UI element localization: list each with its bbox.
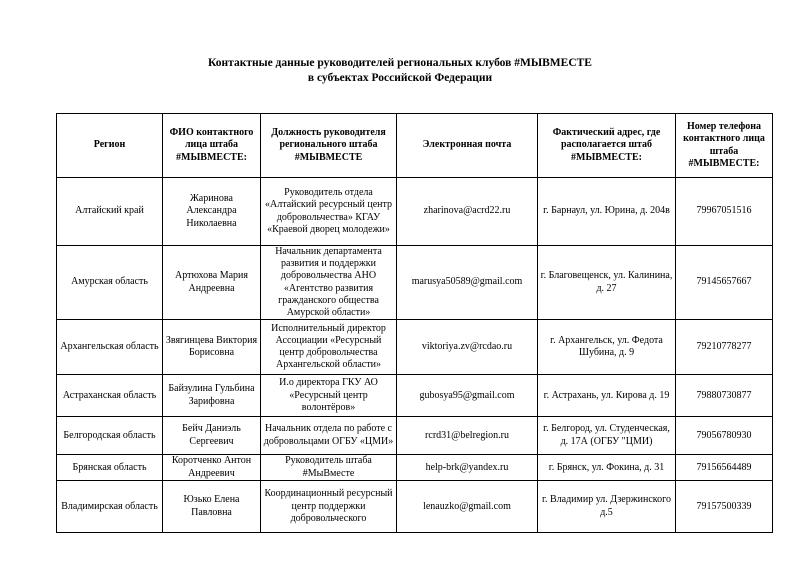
cell-position: Руководитель отдела «Алтайский ресурсный центр добровольчества» КГАУ «Краевой дворец молодежи»	[261, 178, 397, 246]
header-cell-email: Электронная почта	[397, 114, 538, 178]
header-cell-position: Должность руководителя регионального штаба #МЫВМЕСТЕ	[261, 114, 397, 178]
cell-position: И.о директора ГКУ АО «Ресурсный центр волонтёров»	[261, 375, 397, 417]
table-row	[57, 481, 773, 533]
cell-region: Брянская область	[57, 455, 163, 481]
cell-name: Бейч Даниэль Сергеевич	[163, 417, 261, 455]
cell-email: zharinova@acrd22.ru	[397, 178, 538, 246]
cell-position: Руководитель штаба #МыВместе	[261, 455, 397, 481]
cell-position: Начальник департамента развития и поддержки добровольчества АНО «Агентство развития гражданского общества Амурской области»	[261, 246, 397, 320]
page-title	[0, 56, 800, 86]
cell-address: г. Благовещенск, ул. Калинина, д. 27	[538, 246, 676, 320]
header-cell-region: Регион	[57, 114, 163, 178]
header-cell-phone: Номер телефона контактного лица штаба #МЫВМЕСТЕ:	[676, 114, 773, 178]
cell-address: г. Барнаул, ул. Юрина, д. 204в	[538, 178, 676, 246]
cell-address: г. Архангельск, ул. Федота Шубина, д. 9	[538, 320, 676, 375]
cell-phone: 79880730877	[676, 375, 773, 417]
contacts-table	[56, 113, 773, 533]
cell-region: Белгородская область	[57, 417, 163, 455]
cell-email: gubosya95@gmail.com	[397, 375, 538, 417]
cell-name: Звягинцева Виктория Борисовна	[163, 320, 261, 375]
header-cell-address: Фактический адрес, где располагается штаб #МЫВМЕСТЕ:	[538, 114, 676, 178]
cell-phone: 79145657667	[676, 246, 773, 320]
cell-email: viktoriya.zv@rcdao.ru	[397, 320, 538, 375]
cell-email: rcrd31@belregion.ru	[397, 417, 538, 455]
cell-region: Архангельская область	[57, 320, 163, 375]
cell-region: Астраханская область	[57, 375, 163, 417]
cell-phone: 79210778277	[676, 320, 773, 375]
cell-phone: 79157500339	[676, 481, 773, 533]
cell-name: Артюхова Мария Андреевна	[163, 246, 261, 320]
cell-name: Жаринова Александра Николаевна	[163, 178, 261, 246]
cell-phone: 79967051516	[676, 178, 773, 246]
cell-name: Юзько Елена Павловна	[163, 481, 261, 533]
cell-email: help-brk@yandex.ru	[397, 455, 538, 481]
page-title-line2: в субъектах Российской Федерации	[307, 71, 493, 84]
cell-name: Байзулина Гульбина Зарифовна	[163, 375, 261, 417]
page-title-line1: Контактные данные руководителей региональных клубов #МЫВМЕСТЕ	[208, 57, 592, 69]
cell-position: Координационный ресурсный центр поддержки добровольческого	[261, 481, 397, 533]
table-row	[57, 375, 773, 417]
cell-address: г. Белгород, ул. Студенческая, д. 17А (ОГБУ "ЦМИ)	[538, 417, 676, 455]
cell-region: Амурская область	[57, 246, 163, 320]
header-cell-name: ФИО контактного лица штаба #МЫВМЕСТЕ:	[163, 114, 261, 178]
cell-email: lenauzko@gmail.com	[397, 481, 538, 533]
cell-position: Начальник отдела по работе с добровольцами ОГБУ «ЦМИ»	[261, 417, 397, 455]
table-row	[57, 178, 773, 246]
cell-phone: 79056780930	[676, 417, 773, 455]
table-row	[57, 455, 773, 481]
cell-phone: 79156564489	[676, 455, 773, 481]
cell-region: Алтайский край	[57, 178, 163, 246]
cell-region: Владимирская область	[57, 481, 163, 533]
table-row	[57, 417, 773, 455]
cell-position: Исполнительный директор Ассоциации «Ресурсный центр добровольчества Архангельской области»	[261, 320, 397, 375]
table-body	[57, 178, 773, 533]
table-row	[57, 246, 773, 320]
cell-address: г. Брянск, ул. Фокина, д. 31	[538, 455, 676, 481]
cell-address: г. Астрахань, ул. Кирова д. 19	[538, 375, 676, 417]
table-header-row	[57, 114, 773, 178]
cell-email: marusya50589@gmail.com	[397, 246, 538, 320]
cell-address: г. Владимир ул. Дзержинского д.5	[538, 481, 676, 533]
cell-name: Коротченко Антон Андреевич	[163, 455, 261, 481]
table-row	[57, 320, 773, 375]
